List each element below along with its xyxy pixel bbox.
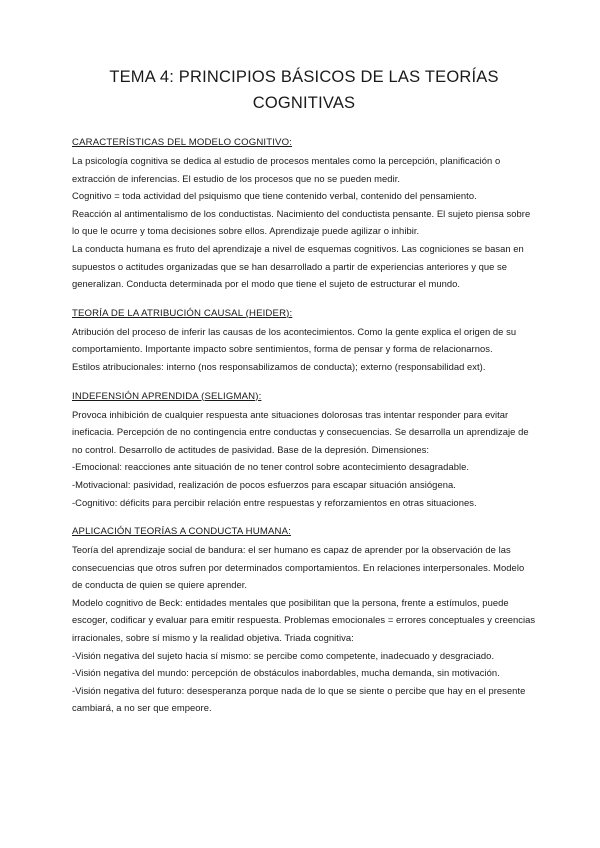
section-heading: CARACTERÍSTICAS DEL MODELO COGNITIVO: bbox=[72, 137, 293, 148]
paragraph: -Visión negativa del sujeto hacia sí mismo: se percibe como competente, inadecuado y desgraciado. bbox=[72, 649, 495, 661]
section-heading: APLICACIÓN TEORÍAS A CONDUCTA HUMANA: bbox=[72, 526, 291, 538]
paragraph: La psicología cognitiva se dedica al estudio de procesos mentales como la percepción, planificación o extracción de inferencias. El estudio de los procesos que no se pueden medir. bbox=[72, 155, 501, 184]
paragraph: Estilos atribucionales: interno (nos responsabilizamos de conducta); externo (responsabilidad ext). bbox=[72, 360, 486, 372]
title-line-1: TEMA 4: PRINCIPIOS BÁSICOS DE LAS TEORÍAS bbox=[109, 68, 499, 86]
paragraph: -Motivacional: pasividad, realización de pocos esfuerzos para escapar situación ansiógena. bbox=[72, 478, 456, 490]
section-aplicacion-teorias bbox=[72, 526, 536, 717]
section-heading: TEORÍA DE LA ATRIBUCIÓN CAUSAL (HEIDER): bbox=[72, 307, 293, 319]
section-heading: INDEFENSIÓN APRENDIDA (SELIGMAN): bbox=[72, 390, 262, 402]
section-atribucion-causal bbox=[72, 308, 536, 376]
paragraph: Provoca inhibición de cualquier respuesta ante situaciones dolorosas tras intentar responder para evitar ineficacia. Percepción de no contingencia entre conductas y consecuencias. Se desarrolla un aprendizaje de no control. Desarrollo de actitudes de pasividad. Base de la depresión. Dimensiones: bbox=[72, 408, 529, 455]
section-modelo-cognitivo bbox=[72, 137, 536, 293]
paragraph: La conducta humana es fruto del aprendizaje a nivel de esquemas cognitivos. Las cogniciones se basan en supuestos o actitudes organizadas que se han desarrollado a partir de experiencias anteriores y que se generalizan. Conducta determinada por el modo que tiene el sujeto de estructurar el mundo. bbox=[72, 242, 524, 290]
title-line-2: COGNITIVAS bbox=[252, 94, 356, 112]
paragraph: Teoría del aprendizaje social de bandura: el ser humano es capaz de aprender por la observación de las consecuencias que otros sufren por determinados comportamientos. En relaciones interpersonales. Modelo de conducta de quien se quiere aprender. bbox=[72, 544, 525, 591]
paragraph: -Visión negativa del futuro: desesperanza porque nada de lo que se siente o percibe que hay en el presente cambiará, a no ser que empeore. bbox=[72, 684, 526, 714]
paragraph: -Visión negativa del mundo: percepción de obstáculos inabordables, mucha demanda, sin motivación. bbox=[72, 667, 500, 679]
paragraph: Reacción al antimentalismo de los conductistas. Nacimiento del conductista pensante. El sujeto piensa sobre lo que le ocurre y toma decisiones sobre ellos. Aprendizaje puede agilizar o inhibir. bbox=[72, 207, 531, 237]
paragraph: Cognitivo = toda actividad del psiquismo que tiene contenido verbal, contenido del pensamiento. bbox=[72, 190, 477, 202]
paragraph: -Cognitivo: déficits para percibir relación entre respuestas y reforzamientos en otras situaciones. bbox=[72, 496, 477, 508]
section-indefension-aprendida bbox=[72, 391, 536, 512]
page-title bbox=[72, 64, 536, 116]
paragraph: -Emocional: reacciones ante situación de no tener control sobre acontecimiento desagradable. bbox=[72, 461, 470, 473]
paragraph: Modelo cognitivo de Beck: entidades mentales que posibilitan que la persona, frente a estímulos, puede escoger, codificar y evaluar para emitir respuesta. Problemas emocionales = errores conceptuales y creencias irracionales, sobre sí mismo y la realidad objetiva. Triada cognitiva: bbox=[72, 596, 536, 644]
paragraph: Atribución del proceso de inferir las causas de los acontecimientos. Como la gente explica el origen de su comportamiento. Importante impacto sobre sentimientos, forma de pensar y forma de relacionarnos. bbox=[72, 325, 517, 355]
